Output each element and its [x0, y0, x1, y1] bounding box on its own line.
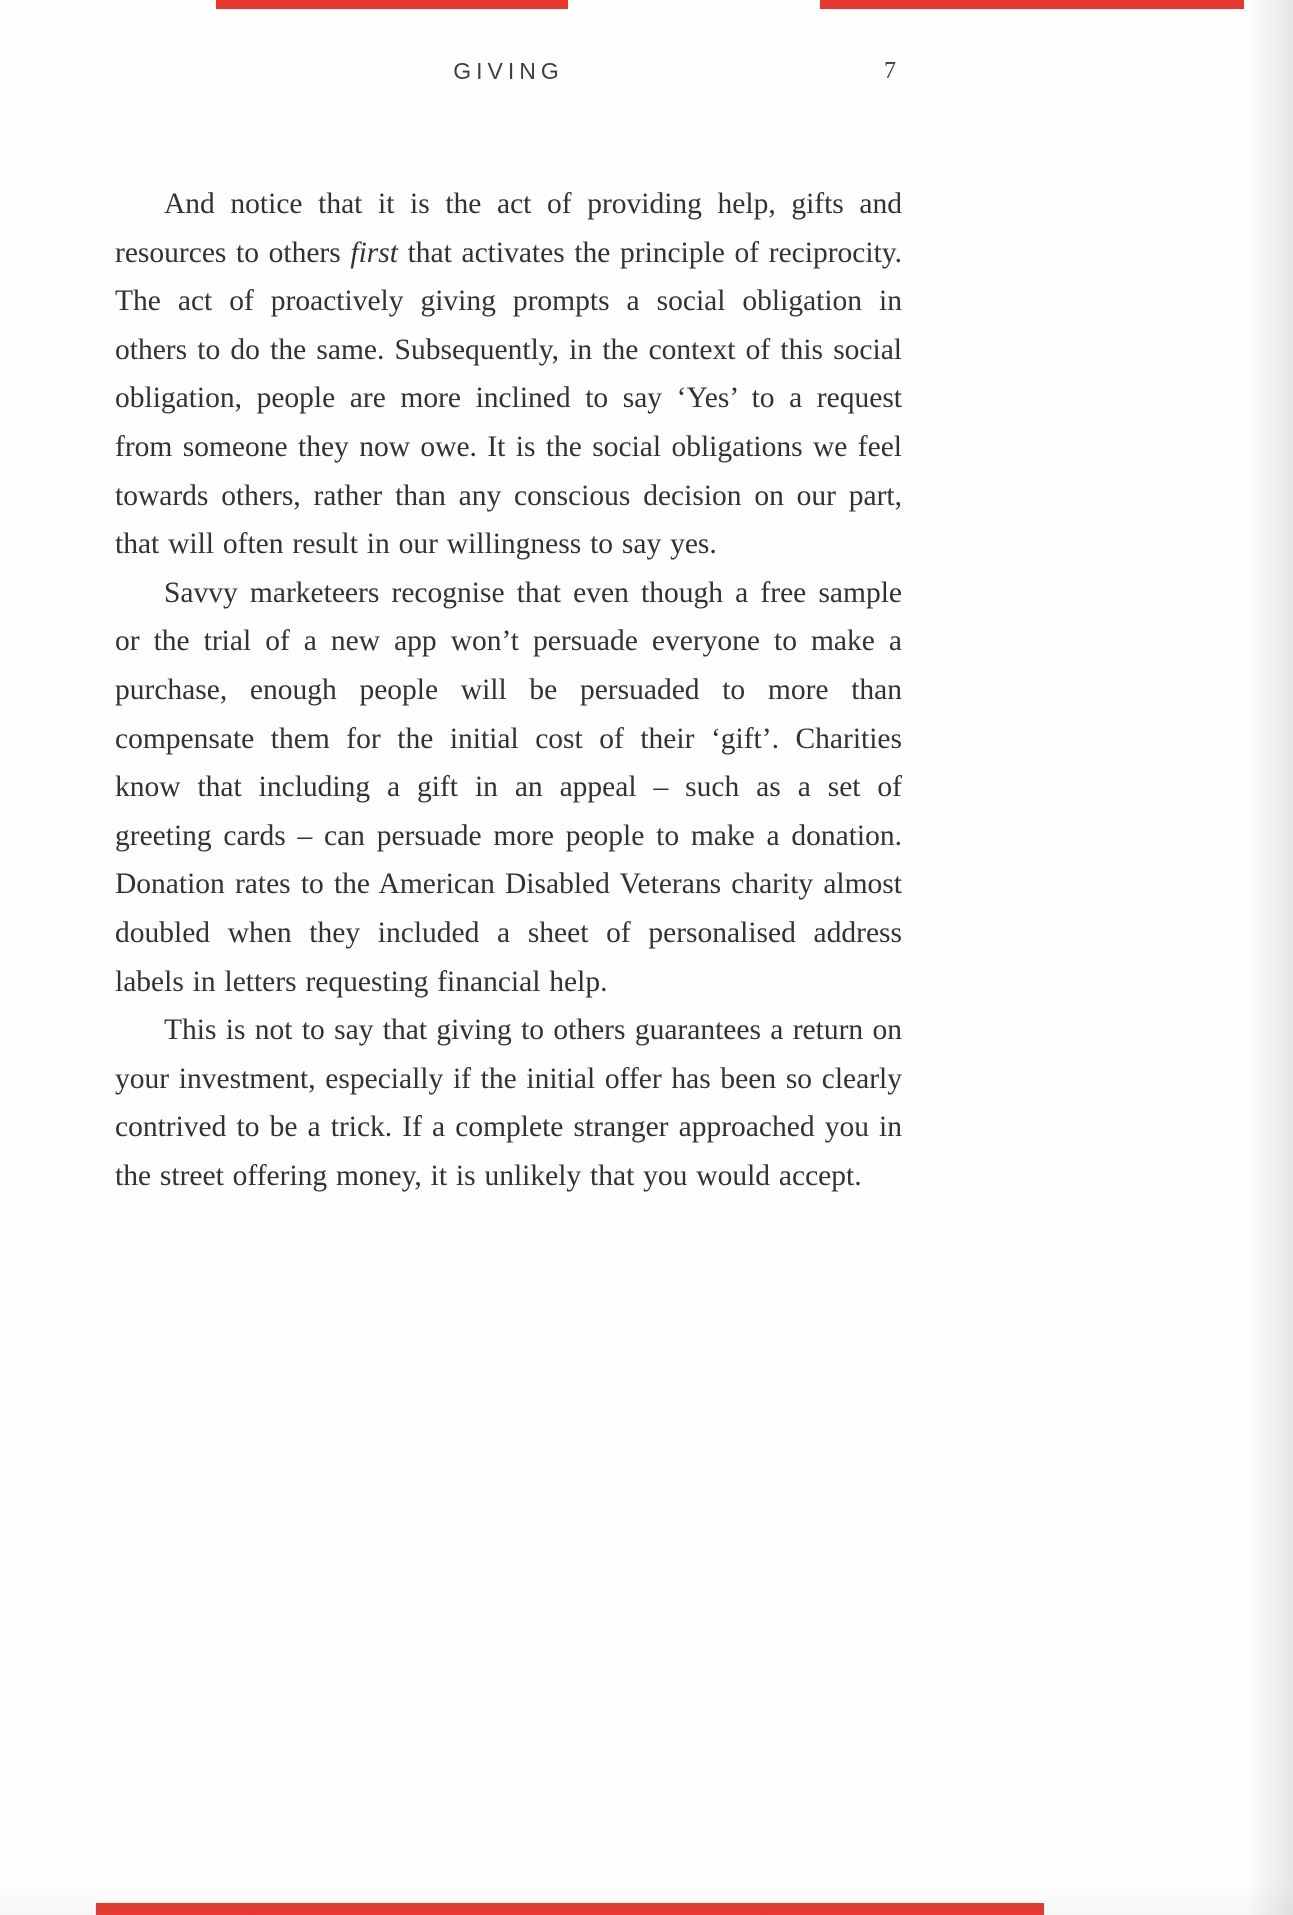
running-head-title: GIVING	[453, 58, 564, 84]
italic-text-run: first	[350, 236, 398, 269]
scan-artifact-bar-bottom	[96, 1903, 1044, 1915]
page-number: 7	[884, 58, 896, 84]
running-header	[115, 58, 902, 98]
text-run: that activates the principle of reciprocity. The act of proactively giving prompts a social obligation in others to do the same. Subsequently, in the context of this social obligation, people are more inclined to say ‘Yes’ to a request from someone they now owe. It is the social obligations we feel towards others, rather than any conscious decision on our part, that will often result in our willingness to say yes.	[115, 236, 902, 561]
paragraph	[115, 1006, 902, 1200]
text-column	[115, 0, 902, 1200]
text-run: Savvy marketeers recognise that even though a free sample or the trial of a new app won’t persuade everyone to make a purchase, enough people will be persuaded to more than compensate them for the initial cost of their ‘gift’. Charities know that including a gift in an appeal – such as a set of greeting cards – can persuade more people to make a donation. Donation rates to the American Disabled Veterans charity almost doubled when they included a sheet of personalised address labels in letters requesting financial help.	[115, 576, 902, 998]
paragraph	[115, 180, 902, 569]
page-edge-shading-right	[1247, 0, 1293, 1915]
paragraph	[115, 569, 902, 1006]
text-run: And notice that it is the act of providing help, gifts and resources to others	[115, 188, 902, 269]
text-run: This is not to say that giving to others guarantees a return on your investment, especially if the initial offer has been so clearly contrived to be a trick. If a complete stranger approached you in the street offering money, it is unlikely that you would accept.	[115, 1014, 902, 1192]
page-paragraphs	[115, 180, 902, 1200]
